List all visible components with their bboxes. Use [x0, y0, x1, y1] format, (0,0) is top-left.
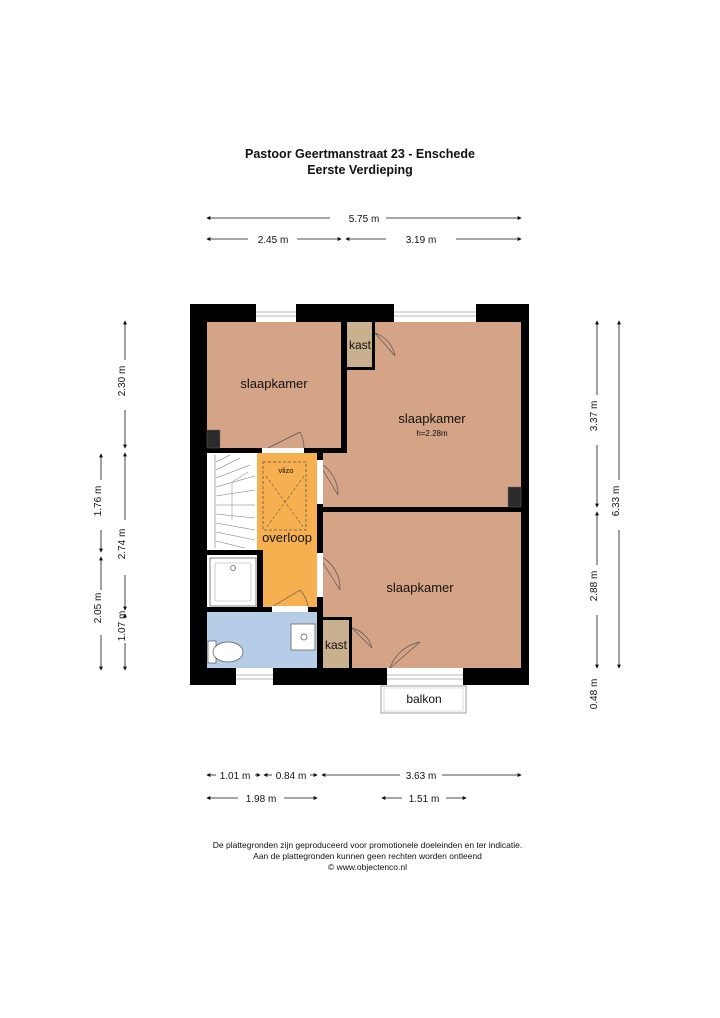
dim-top-right: 3.19 m — [405, 235, 437, 246]
label-balcony: balkon — [406, 692, 442, 706]
right-dimensions — [589, 321, 622, 709]
label-bedroom-ne: slaapkamer — [398, 411, 466, 426]
sink-icon — [291, 624, 315, 650]
dim-right-lower: 2.88 m — [589, 570, 600, 602]
dim-right-balcony: 0.48 m — [589, 678, 600, 710]
window-bath — [236, 668, 273, 685]
bottom-dimensions — [207, 771, 521, 805]
dim-top-left: 2.45 m — [257, 235, 289, 246]
left-dimensions — [93, 321, 128, 670]
label-kast-top: kast — [348, 338, 372, 352]
dim-bottom-b: 0.84 m — [275, 771, 307, 782]
label-hatch: vlizo — [278, 466, 294, 475]
plan-title: Pastoor Geertmanstraat 23 - Enschede — [245, 147, 475, 161]
duct-nw — [207, 430, 220, 448]
balcony-door — [387, 668, 463, 685]
dim-bottom-e: 1.51 m — [408, 794, 440, 805]
building — [190, 304, 529, 713]
disclaimer-line-2: Aan de plattegronden kunnen geen rechten worden ontleend — [253, 851, 482, 861]
window-ne — [394, 304, 476, 322]
dim-top-total: 5.75 m — [348, 214, 380, 225]
toilet-icon — [208, 641, 243, 663]
label-kast-bottom: kast — [324, 638, 348, 652]
window-nw — [256, 304, 296, 322]
label-bedroom-se: slaapkamer — [386, 580, 454, 595]
dim-bottom-d: 1.98 m — [245, 794, 277, 805]
duct-ne — [508, 487, 521, 507]
dim-bottom-a: 1.01 m — [219, 771, 251, 782]
dim-right-total: 6.33 m — [611, 485, 622, 517]
dim-left-inner-bottom: 2.05 m — [93, 592, 104, 624]
plan-subtitle: Eerste Verdieping — [307, 163, 413, 177]
dim-left-middle: 2.74 m — [117, 528, 128, 560]
disclaimer-line-1: De plattegronden zijn geproduceerd voor promotionele doeleinden en ter indicatie. — [212, 840, 523, 850]
dim-left-outer-bottom: 1.07 m — [117, 610, 128, 642]
dim-left-inner-top: 1.76 m — [93, 485, 104, 517]
label-height: h=2.28m — [416, 429, 448, 438]
label-bedroom-nw: slaapkamer — [240, 376, 308, 391]
label-landing: overloop — [262, 530, 312, 545]
dim-right-upper: 3.37 m — [589, 400, 600, 432]
top-dimensions — [207, 214, 521, 246]
dim-bottom-c: 3.63 m — [405, 771, 437, 782]
copyright: © www.objectenco.nl — [327, 862, 408, 872]
dim-left-outer-top: 2.30 m — [117, 365, 128, 397]
